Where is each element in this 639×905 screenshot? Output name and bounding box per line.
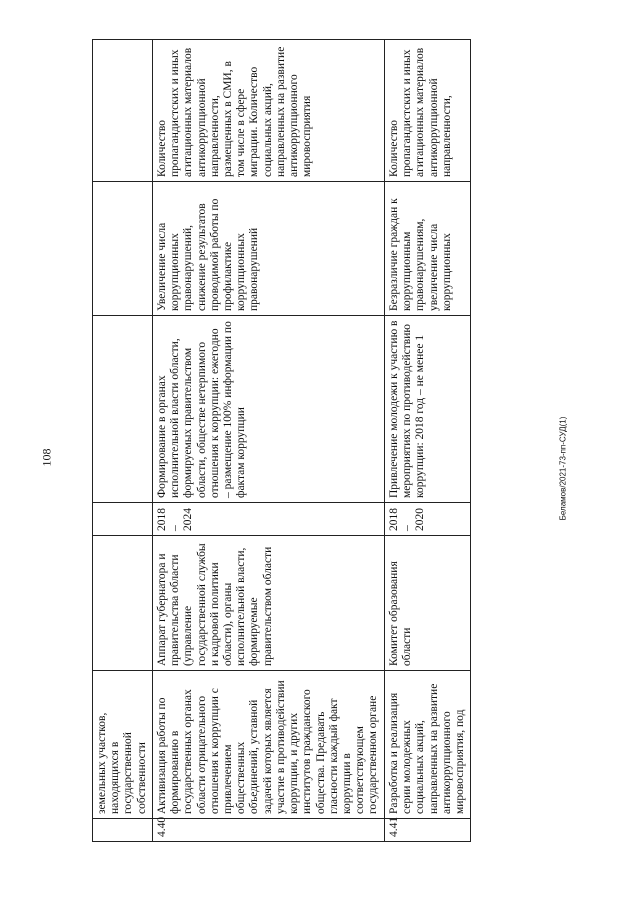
activity-cell: земельных участков, находящихся в государственной собственности [93, 671, 153, 819]
indicator-cell: Количество пропагандистских и иных агитационных материалов антикоррупционной направленности, размещенных в СМИ, в том числе в сфере миграции. Количество социальных акций, направленных на развитие антикоррупционного мировосприятия [152, 40, 384, 182]
document-footer: Беламов/2021-73-пп-СУД(1) [558, 416, 568, 521]
expected-result-cell [93, 316, 153, 503]
row-number-cell: 4.41 [384, 819, 470, 842]
indicator-cell [93, 40, 153, 182]
page-number: 108 [39, 448, 54, 467]
period-cell: 2018 – 2024 [152, 503, 384, 536]
risks-cell: Увеличение числа коррупционных правонарушений, снижение результатов проводимой работы по профилактике коррупционных правонарушений [152, 182, 384, 316]
activity-cell: Активизация работы по формированию в государственных органах области отрицательного отношения к коррупции с привлечением общественных объединений, уставной задачей которых является участие в противодействии коррупции, и других институтов гражданского общества. Предавать гласности каждый факт коррупции в соответствующем государственном органе [152, 671, 384, 819]
row-number-cell [93, 819, 153, 842]
executor-cell: Аппарат губернатора и правительства области (управление государственной службы и кадровой политики области), органы исполнительной власти, формируемые правительством области [152, 536, 384, 671]
period-cell [93, 503, 153, 536]
row-number-cell: 4.40 [152, 819, 384, 842]
table-wrapper [92, 40, 466, 842]
indicator-cell: Количество пропагандистских и иных агитационных материалов антикоррупционной направленности, [384, 40, 470, 182]
table-row [93, 40, 153, 842]
measures-table [92, 39, 471, 842]
executor-cell [93, 536, 153, 671]
table-row [384, 40, 470, 842]
expected-result-cell: Формирование в органах исполнительной власти области, формируемых правительством области, обществе нетерпимого отношения к коррупции: ежегодно – размещение 100% информации по фактам коррупции [152, 316, 384, 503]
table-row [152, 40, 384, 842]
period-cell: 2018 – 2020 [384, 503, 470, 536]
activity-cell: Разработка и реализация серии молодежных социальных акций, направленных на развитие антикоррупционного мировосприятия, под [384, 671, 470, 819]
risks-cell [93, 182, 153, 316]
rotated-table-container [92, 40, 466, 842]
executor-cell: Комитет образования области [384, 536, 470, 671]
risks-cell: Безразличие граждан к коррупционным правонарушениям, увеличение числа коррупционных [384, 182, 470, 316]
expected-result-cell: Привлечение молодежи к участию в мероприятиях по противодействию коррупции: 2018 год – не менее 1 [384, 316, 470, 503]
